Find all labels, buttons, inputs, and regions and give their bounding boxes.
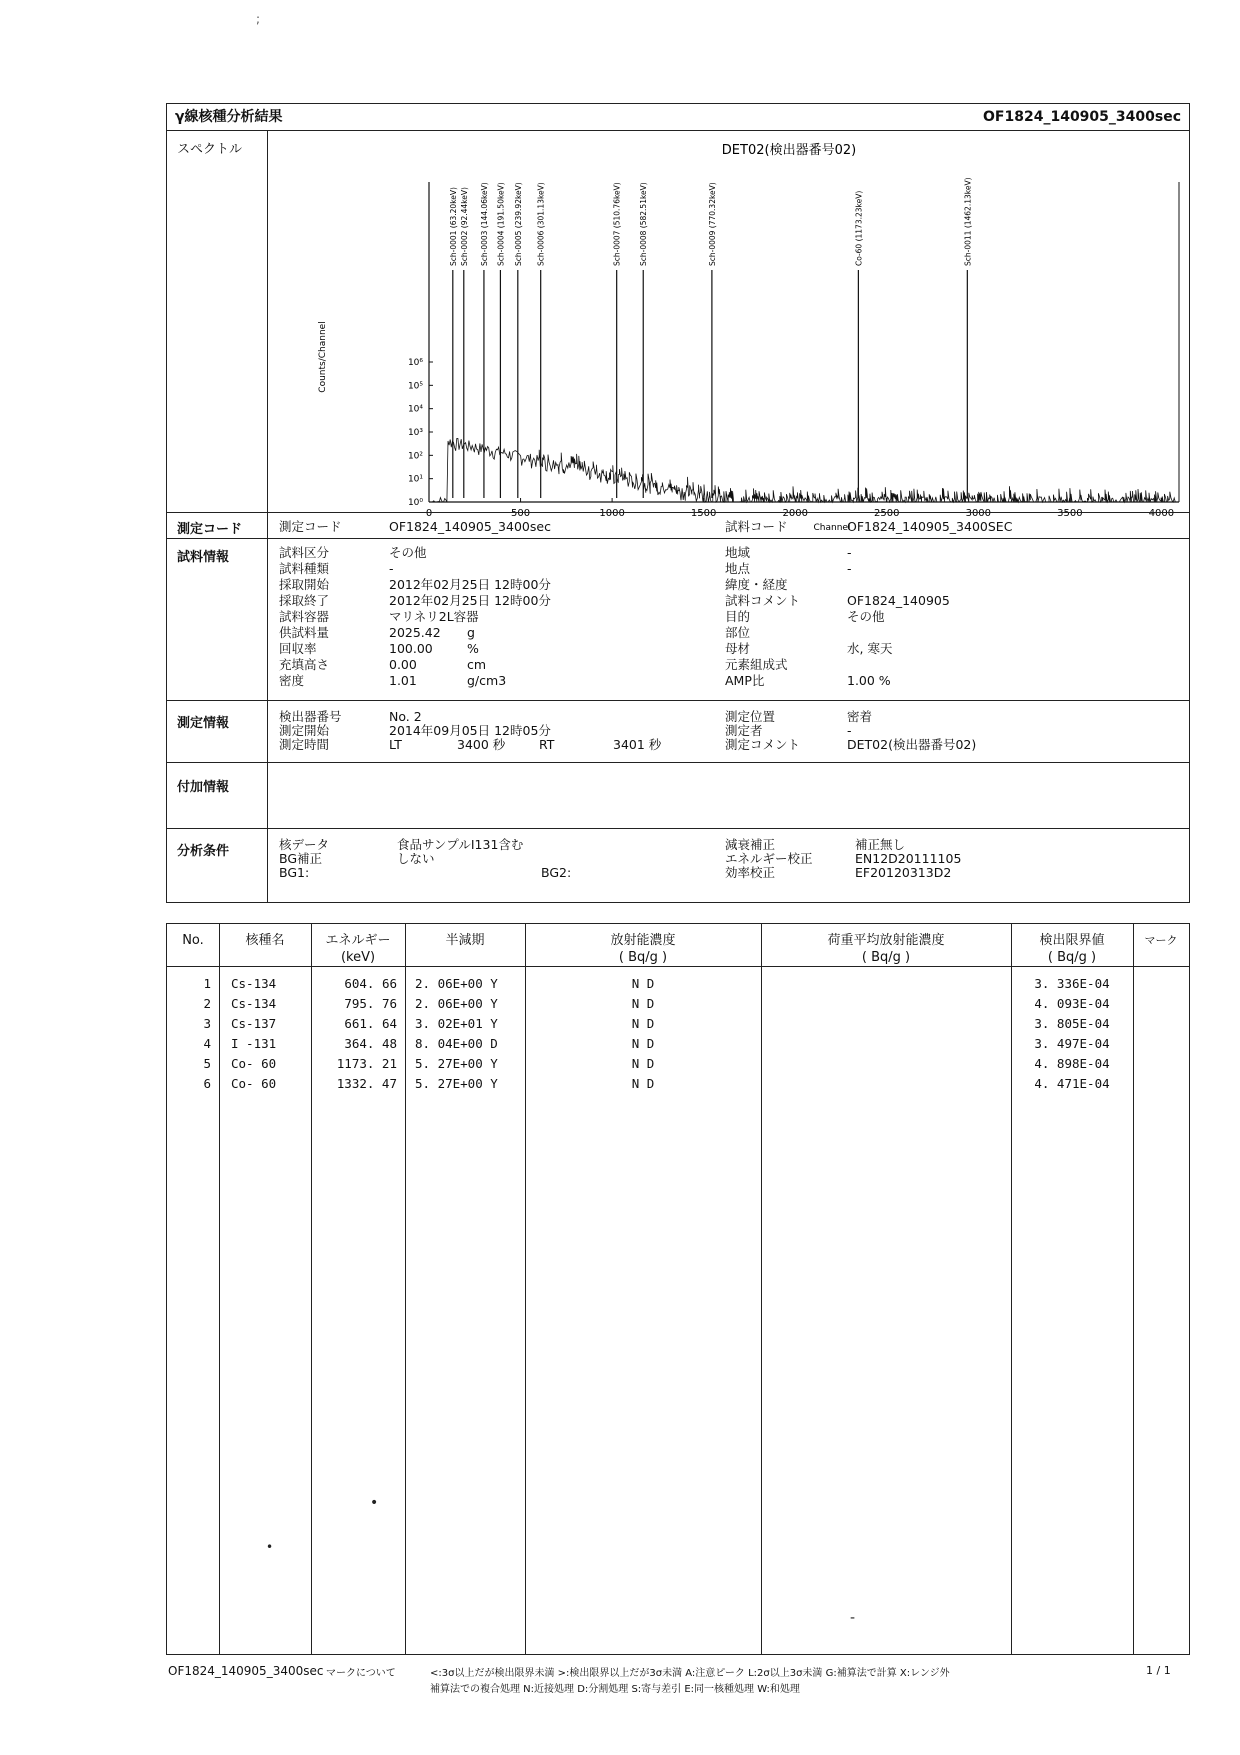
peak-label: Sch-0006 (301.13keV) [536, 182, 546, 266]
spectrum-svg [269, 132, 1189, 532]
sample-info-value: 0.00 [389, 657, 417, 672]
rt-value: 3401 秒 [613, 737, 662, 752]
sample-info-key: AMP比 [725, 673, 765, 688]
x-tick-label: 2000 [782, 508, 808, 519]
measure-code-key: 測定コード [279, 519, 342, 534]
scan-mark: ; [256, 12, 261, 26]
sample-info-key: 試料容器 [279, 609, 330, 624]
position-key: 測定位置 [725, 709, 776, 724]
start-key: 測定開始 [279, 723, 330, 738]
sample-info-value: OF1824_140905 [847, 593, 950, 608]
sample-info-label: 試料情報 [177, 550, 230, 565]
footer-legend-line2: 補算法での複合処理 N:近接処理 D:分割処理 S:寄与差引 E:同一核種処理 W:和処理 [430, 1684, 800, 1695]
y-tick-label: 10² [407, 451, 423, 462]
measure-code-label: 測定コード [177, 522, 243, 537]
cell-no: 3 [203, 1016, 211, 1031]
rt-label: RT [539, 737, 555, 752]
cell-no: 2 [203, 996, 211, 1011]
sample-info-key: 目的 [725, 609, 751, 624]
footer-file-id: OF1824_140905_3400sec [168, 1664, 324, 1678]
cell-nuclide: Cs-137 [231, 1016, 277, 1031]
person-key: 測定者 [725, 723, 763, 738]
sample-info-value: 2012年02月25日 12時00分 [389, 593, 551, 608]
sample-info-value: - [389, 561, 394, 576]
detector-key: 検出器番号 [279, 709, 342, 724]
peak-label: Sch-0011 (1462.13keV) [963, 177, 973, 266]
chart-title: DET02(検出器番号02) [721, 143, 857, 158]
sample-info-value: その他 [389, 545, 427, 560]
results-table [166, 923, 1190, 1655]
cell-mda: 4. 093E-04 [1034, 996, 1110, 1011]
cell-halflife: 3. 02E+01 Y [415, 1016, 498, 1031]
cell-energy: 1173. 21 [336, 1056, 397, 1071]
measure-comment-key: 測定コメント [725, 737, 801, 752]
sample-info-value: - [847, 561, 852, 576]
sample-info-value: 2025.42 [389, 625, 441, 640]
cell-halflife: 2. 06E+00 Y [415, 976, 498, 991]
header-concentration-unit: ( Bq/g ) [618, 950, 668, 965]
cell-energy: 364. 48 [344, 1036, 397, 1051]
header-detection-limit [1011, 932, 1133, 966]
spectrum-trace [433, 438, 1176, 502]
cell-conc: N D [631, 1016, 655, 1031]
report-title: γ線核種分析結果 [175, 109, 283, 125]
energy-calib-value: EN12D20111105 [855, 851, 962, 866]
sample-info-value: その他 [847, 609, 885, 624]
x-axis-label: Channel [813, 523, 851, 532]
scan-mark: ‐ [850, 1610, 856, 1626]
cell-mda: 4. 471E-04 [1034, 1076, 1110, 1091]
cell-nuclide: Cs-134 [231, 996, 277, 1011]
sample-info-value: 1.01 [389, 673, 417, 688]
cell-halflife: 8. 04E+00 D [415, 1036, 498, 1051]
footer-page: 1 / 1 [1146, 1664, 1171, 1677]
peak-label: Sch-0004 (191.50keV) [496, 182, 506, 266]
sample-info-unit: g/cm3 [467, 673, 507, 688]
peak-label: Sch-0003 (144.06keV) [479, 182, 489, 266]
lt-label: LT [389, 737, 402, 752]
y-axis-label: Counts/Channel [318, 321, 328, 393]
cell-energy: 1332. 47 [336, 1076, 397, 1091]
sample-info-key: 採取開始 [279, 577, 330, 592]
bg1-key: BG1: [279, 865, 310, 880]
cell-conc: N D [631, 976, 655, 991]
sample-info-unit: cm [467, 657, 487, 672]
cell-conc: N D [631, 996, 655, 1011]
measure-comment-value: DET02(検出器番号02) [847, 737, 977, 752]
measure-info-label: 測定情報 [177, 716, 230, 731]
footer-legend-line1: <:3σ以上だが検出限界未満 >:検出限界以上だが3σ未満 A:注意ピーク L:2σ以上3σ未満 G:補算法で計算 X:レンジ外 [430, 1668, 950, 1679]
sample-info-key: 地点 [725, 561, 751, 576]
peak-label: Sch-0001 (63.20keV) [448, 187, 458, 266]
cell-conc: N D [631, 1036, 655, 1051]
peak-label: Sch-0007 (510.76keV) [612, 182, 622, 266]
x-tick-label: 0 [425, 508, 433, 519]
header-weighted-average-label: 荷重平均放射能濃度 [827, 933, 945, 948]
sample-info-key: 試料コメント [725, 593, 801, 608]
header-weighted-average [761, 932, 1011, 966]
efficiency-calib-key: 効率校正 [725, 865, 776, 880]
start-value: 2014年09月05日 12時05分 [389, 723, 551, 738]
energy-calib-key: エネルギー校正 [725, 851, 813, 866]
x-tick-label: 1000 [599, 508, 625, 519]
y-tick-label: 10⁶ [407, 358, 423, 368]
scan-mark: • [370, 1495, 379, 1511]
sample-info-key: 供試料量 [279, 625, 330, 640]
sample-info-value: - [847, 545, 852, 560]
x-tick-label: 3500 [1057, 508, 1083, 519]
cell-mda: 3. 497E-04 [1034, 1036, 1110, 1051]
bg-correction-value: しない [397, 851, 435, 866]
cell-no: 4 [203, 1036, 211, 1051]
header-mark: マーク [1144, 934, 1178, 947]
y-tick-label: 10⁵ [407, 381, 423, 392]
cell-conc: N D [631, 1056, 655, 1071]
header-concentration [525, 932, 761, 966]
cell-energy: 604. 66 [344, 976, 397, 991]
header-energy-unit: (keV) [340, 950, 376, 965]
sample-info-unit: % [467, 641, 479, 656]
cell-mda: 4. 898E-04 [1034, 1056, 1110, 1071]
decay-key: 減衰補正 [725, 837, 776, 852]
x-tick-label: 1500 [690, 508, 717, 519]
cell-conc: N D [631, 1076, 655, 1091]
header-halflife: 半減期 [445, 933, 485, 948]
cell-nuclide: Co- 60 [231, 1056, 277, 1071]
sample-info-key: 充填高さ [279, 657, 330, 672]
header-detection-limit-label: 検出限界値 [1039, 933, 1105, 948]
time-key: 測定時間 [279, 737, 330, 752]
sample-info-key: 緯度・経度 [725, 577, 788, 592]
peak-label: Sch-0009 (770.32keV) [707, 182, 717, 266]
header-detection-limit-unit: ( Bq/g ) [1047, 950, 1097, 965]
lt-value: 3400 秒 [457, 737, 506, 752]
header-weighted-average-unit: ( Bq/g ) [861, 950, 911, 965]
sample-info-key: 元素組成式 [725, 657, 788, 672]
detector-value: No. 2 [389, 709, 422, 724]
efficiency-calib-value: EF20120313D2 [855, 865, 952, 880]
bg-correction-key: BG補正 [279, 851, 323, 866]
y-tick-label: 10¹ [407, 474, 423, 485]
sample-info-key: 地域 [725, 545, 751, 560]
cell-nuclide: I -131 [231, 1036, 277, 1051]
scan-mark: • [266, 1540, 274, 1554]
x-tick-label: 4000 [1148, 508, 1175, 519]
sample-info-key: 部位 [725, 625, 751, 640]
spectrum-chart [269, 132, 1189, 532]
additional-info-label: 付加情報 [177, 780, 230, 795]
spectrum-section-label: スペクトル [177, 142, 243, 157]
nuclide-data-value: 食品サンプルI131含む [397, 837, 524, 852]
person-value: - [847, 723, 852, 738]
cell-halflife: 2. 06E+00 Y [415, 996, 498, 1011]
header-concentration-label: 放射能濃度 [610, 933, 676, 948]
bg2-key: BG2: [541, 865, 572, 880]
measure-code-value: OF1824_140905_3400sec [389, 519, 551, 534]
nuclide-data-key: 核データ [279, 837, 330, 852]
report-file-id: OF1824_140905_3400sec [983, 109, 1181, 125]
analysis-conditions-label: 分析条件 [177, 844, 230, 859]
sample-info-value: 2012年02月25日 12時00分 [389, 577, 551, 592]
y-tick-label: 10⁰ [407, 498, 423, 508]
peak-label: Sch-0002 (92.44keV) [459, 187, 469, 266]
sample-info-value: 水, 寒天 [847, 641, 893, 656]
sample-info-key: 試料区分 [279, 545, 330, 560]
cell-nuclide: Cs-134 [231, 976, 277, 991]
header-energy-label: エネルギー [325, 933, 391, 948]
cell-no: 1 [203, 976, 211, 991]
footer-mark-label: マークについて [326, 1668, 396, 1679]
peak-label: Sch-0005 (239.92keV) [513, 182, 523, 266]
peak-label: Co-60 (1173.23keV) [854, 190, 864, 266]
cell-halflife: 5. 27E+00 Y [415, 1076, 498, 1091]
analysis-header-block [166, 103, 1190, 903]
cell-mda: 3. 336E-04 [1034, 976, 1110, 991]
sample-info-key: 密度 [279, 673, 305, 688]
sample-info-value: マリネリ2L容器 [389, 609, 479, 624]
y-tick-label: 10³ [407, 428, 423, 438]
header-no: No. [182, 933, 204, 948]
cell-mda: 3. 805E-04 [1034, 1016, 1110, 1031]
header-nuclide: 核種名 [245, 933, 285, 948]
position-value: 密着 [847, 709, 873, 724]
sample-info-key: 母材 [725, 641, 751, 656]
sample-info-key: 試料種類 [279, 561, 330, 576]
cell-energy: 661. 64 [344, 1016, 397, 1031]
sample-info-key: 採取終了 [279, 593, 330, 608]
sample-code-value: OF1824_140905_3400SEC [847, 519, 1013, 534]
sample-info-value: 1.00 % [847, 673, 891, 688]
cell-nuclide: Co- 60 [231, 1076, 277, 1091]
x-tick-label: 3000 [965, 508, 992, 519]
y-tick-label: 10⁴ [407, 404, 423, 415]
sample-info-unit: g [467, 625, 475, 640]
cell-energy: 795. 76 [344, 996, 397, 1011]
sample-code-key: 試料コード [725, 519, 788, 534]
x-tick-label: 500 [511, 508, 531, 519]
cell-no: 5 [203, 1056, 211, 1071]
cell-no: 6 [203, 1076, 211, 1091]
cell-halflife: 5. 27E+00 Y [415, 1056, 498, 1071]
decay-value: 補正無し [855, 837, 906, 852]
peak-label: Sch-0008 (582.51keV) [639, 182, 649, 266]
x-tick-label: 2500 [874, 508, 900, 519]
sample-info-value: 100.00 [389, 641, 433, 656]
sample-info-key: 回収率 [279, 641, 317, 656]
header-energy [311, 932, 405, 966]
